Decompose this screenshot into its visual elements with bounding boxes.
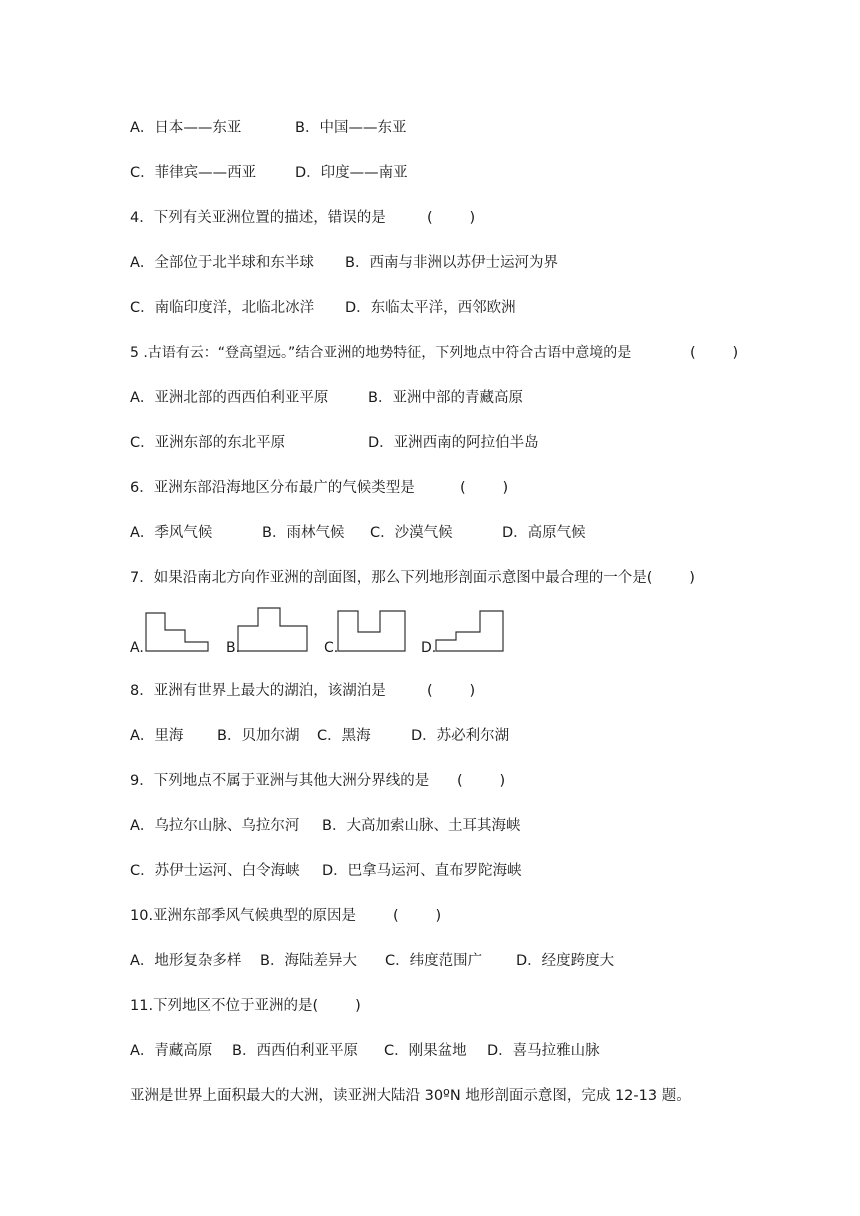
q5-option-b: B．亚洲中部的青藏高原 xyxy=(368,390,523,406)
q6-option-b: B．雨林气候 xyxy=(262,525,345,541)
q4-option-d: D．东临太平洋，西邻欧洲 xyxy=(345,300,516,316)
q12-13-intro: 亚洲是世界上面积最大的大洲，读亚洲大陆沿 30ºN 地形剖面示意图，完成 12-13 题。 xyxy=(130,1088,691,1104)
q4-option-a: A．全部位于北半球和东半球 xyxy=(130,255,314,271)
q7-profile-b xyxy=(236,606,310,654)
q7-figure-label-b: B. xyxy=(226,640,241,656)
q6-option-a: A．季风气候 xyxy=(130,525,213,541)
q10-answer-blank: ( ) xyxy=(393,908,442,924)
q5-option-d: D．亚洲西南的阿拉伯半岛 xyxy=(368,435,539,451)
q9-stem: 9．下列地点不属于亚洲与其他大洲分界线的是 xyxy=(130,773,430,789)
q7-profile-d xyxy=(434,610,506,654)
q11-option-b: B．西西伯利亚平原 xyxy=(232,1043,358,1059)
q8-option-b: B．贝加尔湖 xyxy=(217,728,300,744)
q8-option-c: C．黑海 xyxy=(317,728,371,744)
q8-option-a: A．里海 xyxy=(130,728,184,744)
q5-answer-blank: ( ) xyxy=(690,345,739,361)
q10-option-b: B．海陆差异大 xyxy=(260,953,357,969)
q7-profile-c xyxy=(336,610,408,654)
q11-option-c: C．刚果盆地 xyxy=(384,1043,467,1059)
q4-answer-blank: ( ) xyxy=(427,210,476,226)
q5-option-a: A．亚洲北部的西西伯利亚平原 xyxy=(130,390,329,406)
q10-option-c: C．纬度范围广 xyxy=(385,953,483,969)
q3-option-b: B．中国——东亚 xyxy=(295,120,407,136)
q8-answer-blank: ( ) xyxy=(427,683,476,699)
q8-stem: 8．亚洲有世界上最大的湖泊，该湖泊是 xyxy=(130,683,386,699)
q8-option-d: D．苏必利尔湖 xyxy=(411,728,510,744)
q6-option-d: D．高原气候 xyxy=(502,525,586,541)
q7-profile-a xyxy=(144,612,212,654)
q9-option-b: B．大高加索山脉、土耳其海峡 xyxy=(322,818,521,834)
q7-figure-label-d: D. xyxy=(421,640,437,656)
q7-figure-label-c: C. xyxy=(324,640,339,656)
q10-option-d: D．经度跨度大 xyxy=(516,953,615,969)
q11-option-d: D．喜马拉雅山脉 xyxy=(487,1043,600,1059)
q4-stem: 4．下列有关亚洲位置的描述，错误的是 xyxy=(130,210,386,226)
q7-figure-label-a: A. xyxy=(130,640,144,656)
q11-stem: 11.下列地区不位于亚洲的是( ) xyxy=(130,998,361,1014)
q5-option-c: C．亚洲东部的东北平原 xyxy=(130,435,286,451)
q6-stem: 6．亚洲东部沿海地区分布最广的气候类型是 xyxy=(130,480,415,496)
q11-option-a: A．青藏高原 xyxy=(130,1043,213,1059)
q9-answer-blank: ( ) xyxy=(457,773,506,789)
q7-stem: 7．如果沿南北方向作亚洲的剖面图，那么下列地形剖面示意图中最合理的一个是( ) xyxy=(130,570,695,586)
q4-option-b: B．西南与非洲以苏伊士运河为界 xyxy=(345,255,558,271)
q3-option-d: D．印度——南亚 xyxy=(295,165,408,181)
q5-stem: 5 .古语有云：“登高望远。”结合亚洲的地势特征，下列地点中符合古语中意境的是 xyxy=(130,345,632,361)
q10-stem: 10.亚洲东部季风气候典型的原因是 xyxy=(130,908,357,924)
q9-option-a: A．乌拉尔山脉、乌拉尔河 xyxy=(130,818,300,834)
q6-option-c: C．沙漠气候 xyxy=(370,525,453,541)
q6-answer-blank: ( ) xyxy=(460,480,509,496)
q9-option-d: D．巴拿马运河、直布罗陀海峡 xyxy=(322,863,522,879)
q3-option-a: A．日本——东亚 xyxy=(130,120,242,136)
q10-option-a: A．地形复杂多样 xyxy=(130,953,242,969)
q4-option-c: C．南临印度洋，北临北冰洋 xyxy=(130,300,315,316)
q9-option-c: C．苏伊士运河、白令海峡 xyxy=(130,863,300,879)
q3-option-c: C．菲律宾——西亚 xyxy=(130,165,257,181)
